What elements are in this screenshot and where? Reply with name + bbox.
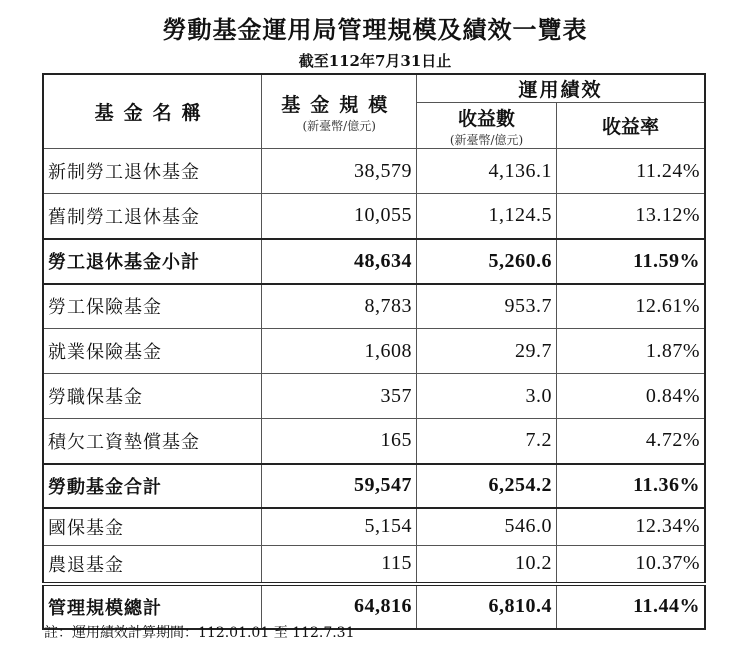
fund-size-cell: 1,608: [262, 329, 417, 374]
header-fund-size-unit: (新臺幣/億元): [302, 118, 376, 133]
return-rate-cell: 4.72%: [557, 419, 705, 464]
table-row: [43, 329, 705, 374]
fund-name-cell: 國保基金: [43, 508, 262, 546]
fund-name-cell: 積欠工資墊償基金: [43, 419, 262, 464]
fund-name-cell: 新制勞工退休基金: [43, 149, 262, 194]
header-fund-size-label: 基金規模: [281, 93, 398, 116]
header-income-unit: (新臺幣/億元): [449, 132, 524, 147]
return-rate-cell: 11.36%: [557, 464, 705, 508]
return-rate-cell: 1.87%: [557, 329, 705, 374]
fund-name-cell: 農退基金: [43, 546, 262, 584]
return-rate-cell: 11.59%: [557, 239, 705, 284]
table-row: [43, 239, 705, 284]
table-row: [43, 419, 705, 464]
income-cell: 7.2: [417, 419, 557, 464]
income-cell: 1,124.5: [417, 194, 557, 239]
income-cell: 6,810.4: [417, 584, 557, 629]
fund-name-cell: 勞動基金合計: [43, 464, 262, 508]
income-cell: 5,260.6: [417, 239, 557, 284]
fund-size-cell: 10,055: [262, 194, 417, 239]
table-row: [43, 546, 705, 584]
fund-size-cell: 115: [262, 546, 417, 584]
header-fund-name: 基金名稱: [43, 74, 262, 149]
fund-size-cell: 5,154: [262, 508, 417, 546]
income-cell: 6,254.2: [417, 464, 557, 508]
fund-size-cell: 59,547: [262, 464, 417, 508]
page-title: 勞動基金運用局管理規模及績效一覽表: [162, 15, 588, 44]
header-income: [417, 103, 557, 149]
fund-name-cell: 勞工保險基金: [43, 284, 262, 329]
table-row: [43, 464, 705, 508]
table-row: [43, 374, 705, 419]
return-rate-cell: 0.84%: [557, 374, 705, 419]
fund-size-cell: 38,579: [262, 149, 417, 194]
income-cell: 3.0: [417, 374, 557, 419]
return-rate-cell: 12.61%: [557, 284, 705, 329]
header-fund-size: [262, 74, 417, 149]
income-cell: 546.0: [417, 508, 557, 546]
header-row-1: [43, 74, 705, 103]
income-cell: 10.2: [417, 546, 557, 584]
fund-size-cell: 8,783: [262, 284, 417, 329]
fund-name-cell: 舊制勞工退休基金: [43, 194, 262, 239]
table-row: [43, 149, 705, 194]
fund-size-cell: 165: [262, 419, 417, 464]
return-rate-cell: 11.24%: [557, 149, 705, 194]
header-performance: 運用績效: [417, 74, 705, 103]
fund-name-cell: 勞職保基金: [43, 374, 262, 419]
return-rate-cell: 11.44%: [557, 584, 705, 629]
table-row: [43, 194, 705, 239]
footnote: 註：運用績效計算期間：112.01.01 至 112.7.31: [44, 625, 355, 641]
fund-name-cell: 管理規模總計: [43, 584, 262, 629]
income-cell: 29.7: [417, 329, 557, 374]
income-cell: 953.7: [417, 284, 557, 329]
fund-size-cell: 64,816: [262, 584, 417, 629]
date-subtitle: 截至112年7月31日止: [298, 52, 452, 70]
return-rate-cell: 10.37%: [557, 546, 705, 584]
table-row: [43, 284, 705, 329]
header-income-label: 收益數: [458, 107, 516, 130]
fund-name-cell: 勞工退休基金小計: [43, 239, 262, 284]
income-cell: 4,136.1: [417, 149, 557, 194]
fund-performance-table: [42, 73, 706, 630]
fund-size-cell: 48,634: [262, 239, 417, 284]
fund-size-cell: 357: [262, 374, 417, 419]
table-row: [43, 508, 705, 546]
return-rate-cell: 13.12%: [557, 194, 705, 239]
fund-name-cell: 就業保險基金: [43, 329, 262, 374]
return-rate-cell: 12.34%: [557, 508, 705, 546]
header-return-rate: 收益率: [557, 103, 705, 149]
